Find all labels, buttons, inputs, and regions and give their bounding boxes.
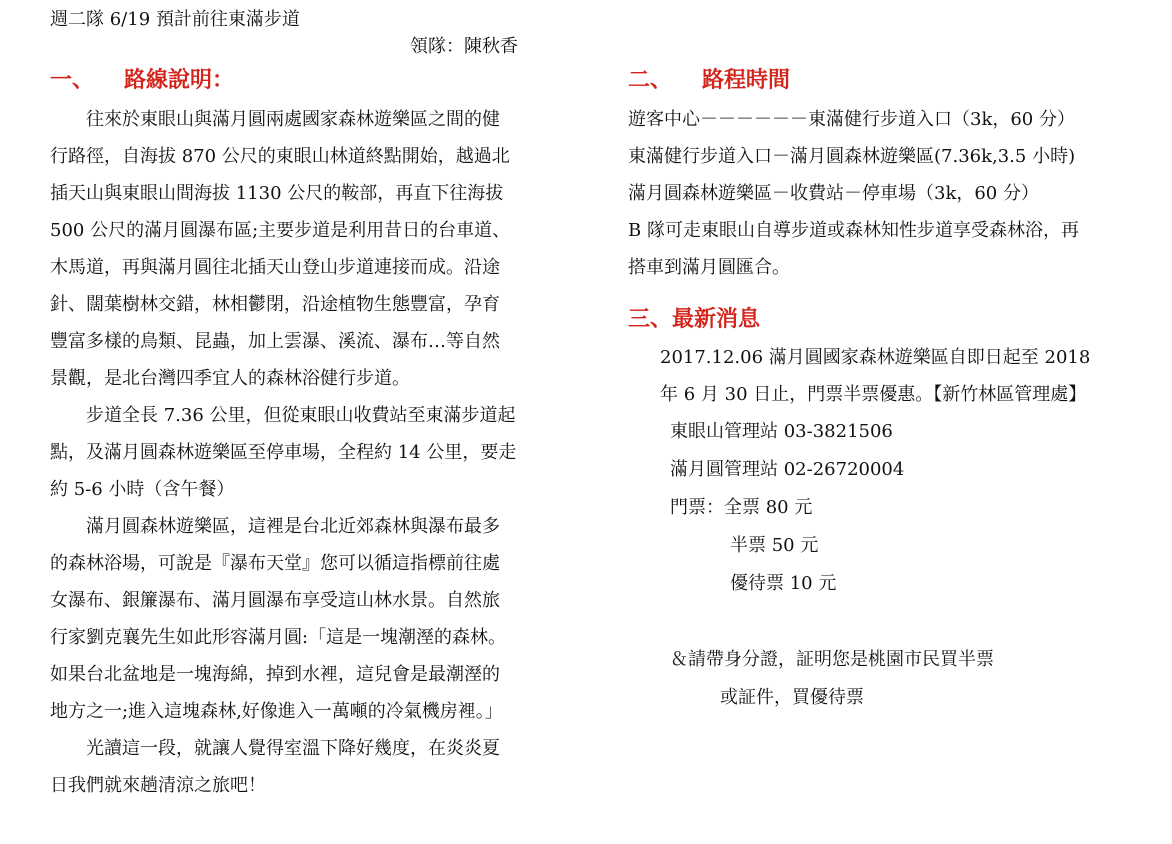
route-text-line: 行家劉克襄先生如此形容滿月圓:「這是一塊潮溼的森林。	[50, 627, 507, 648]
id-reminder: ＆請帶身分證，証明您是桃園市民買半票	[670, 649, 994, 670]
route-text-line: 光讀這一段，就讓人覺得室溫下降好幾度，在炎炎夏	[86, 738, 500, 759]
route-text-line: 往來於東眼山與滿月圓兩處國家森林遊樂區之間的健	[86, 109, 500, 130]
leader-name: 領隊：陳秋香	[410, 36, 518, 57]
ticket-half-price: 半票 50 元	[730, 535, 819, 556]
page-title: 週二隊 6/19 預計前往東滿步道	[50, 9, 300, 30]
news-line: 年 6 月 30 日止，門票半票優惠。【新竹林區管理處】	[660, 384, 1087, 405]
route-text-line: 滿月圓森林遊樂區，這裡是台北近郊森林與瀑布最多	[86, 516, 500, 537]
section1-heading: 路線說明：	[124, 67, 235, 93]
schedule-line: 東滿健行步道入口－滿月圓森林遊樂區(7.36k,3.5 小時)	[628, 146, 1076, 167]
section2-heading: 路程時間	[702, 67, 791, 93]
schedule-line: 遊客中心－－－－－－東滿健行步道入口（3k，60 分）	[628, 109, 1075, 130]
route-text-line: 木馬道，再與滿月圓往北插天山登山步道連接而成。沿途	[50, 257, 500, 278]
route-text-line: 行路徑，自海拔 870 公尺的東眼山林道終點開始，越過北	[50, 146, 510, 167]
route-text-line: 景觀，是北台灣四季宜人的森林浴健行步道。	[50, 368, 410, 389]
ticket-full-price: 門票：全票 80 元	[670, 497, 813, 518]
route-text-line: 日我們就來趟清涼之旅吧！	[50, 775, 266, 796]
route-text-line: 針、闊葉樹林交錯，林相鬱閉，沿途植物生態豐富，孕育	[50, 294, 500, 315]
schedule-line: 滿月圓森林遊樂區－收費站－停車場（3k，60 分）	[628, 183, 1039, 204]
section1-heading-number: 一、	[50, 67, 95, 93]
id-reminder-continued: 或証件，買優待票	[720, 687, 864, 708]
route-text-line: 的森林浴場，可說是『瀑布天堂』您可以循這指標前往處	[50, 553, 500, 574]
news-line: 2017.12.06 滿月圓國家森林遊樂區自即日起至 2018	[660, 347, 1091, 368]
route-text-line: 如果台北盆地是一塊海綿，掉到水裡，這兒會是最潮溼的	[50, 664, 500, 685]
schedule-line: 搭車到滿月圓匯合。	[628, 257, 790, 278]
route-text-line: 點，及滿月圓森林遊樂區至停車場，全程約 14 公里，要走	[50, 442, 517, 463]
section2-heading-number: 二、	[628, 67, 673, 93]
route-text-line: 步道全長 7.36 公里，但從東眼山收費站至東滿步道起	[86, 405, 516, 426]
ticket-discount-price: 優待票 10 元	[730, 573, 837, 594]
route-text-line: 女瀑布、銀簾瀑布、滿月圓瀑布享受這山林水景。自然旅	[50, 590, 500, 611]
route-text-line: 豐富多樣的鳥類、昆蟲，加上雲瀑、溪流、瀑布…等自然	[50, 331, 500, 352]
route-text-line: 地方之一;進入這塊森林,好像進入一萬噸的冷氣機房裡。」	[50, 701, 503, 722]
eastern-station-phone: 東眼山管理站 03-3821506	[670, 421, 893, 442]
route-text-line: 500 公尺的滿月圓瀑布區;主要步道是利用昔日的台車道、	[50, 220, 511, 241]
route-text-line: 插天山與東眼山間海拔 1130 公尺的鞍部，再直下往海拔	[50, 183, 504, 204]
schedule-line: B 隊可走東眼山自導步道或森林知性步道享受森林浴，再	[628, 220, 1079, 241]
manyueyuan-station-phone: 滿月圓管理站 02-26720004	[670, 459, 905, 480]
section3-heading: 三、最新消息	[628, 306, 761, 332]
route-text-line: 約 5-6 小時（含午餐）	[50, 479, 235, 500]
